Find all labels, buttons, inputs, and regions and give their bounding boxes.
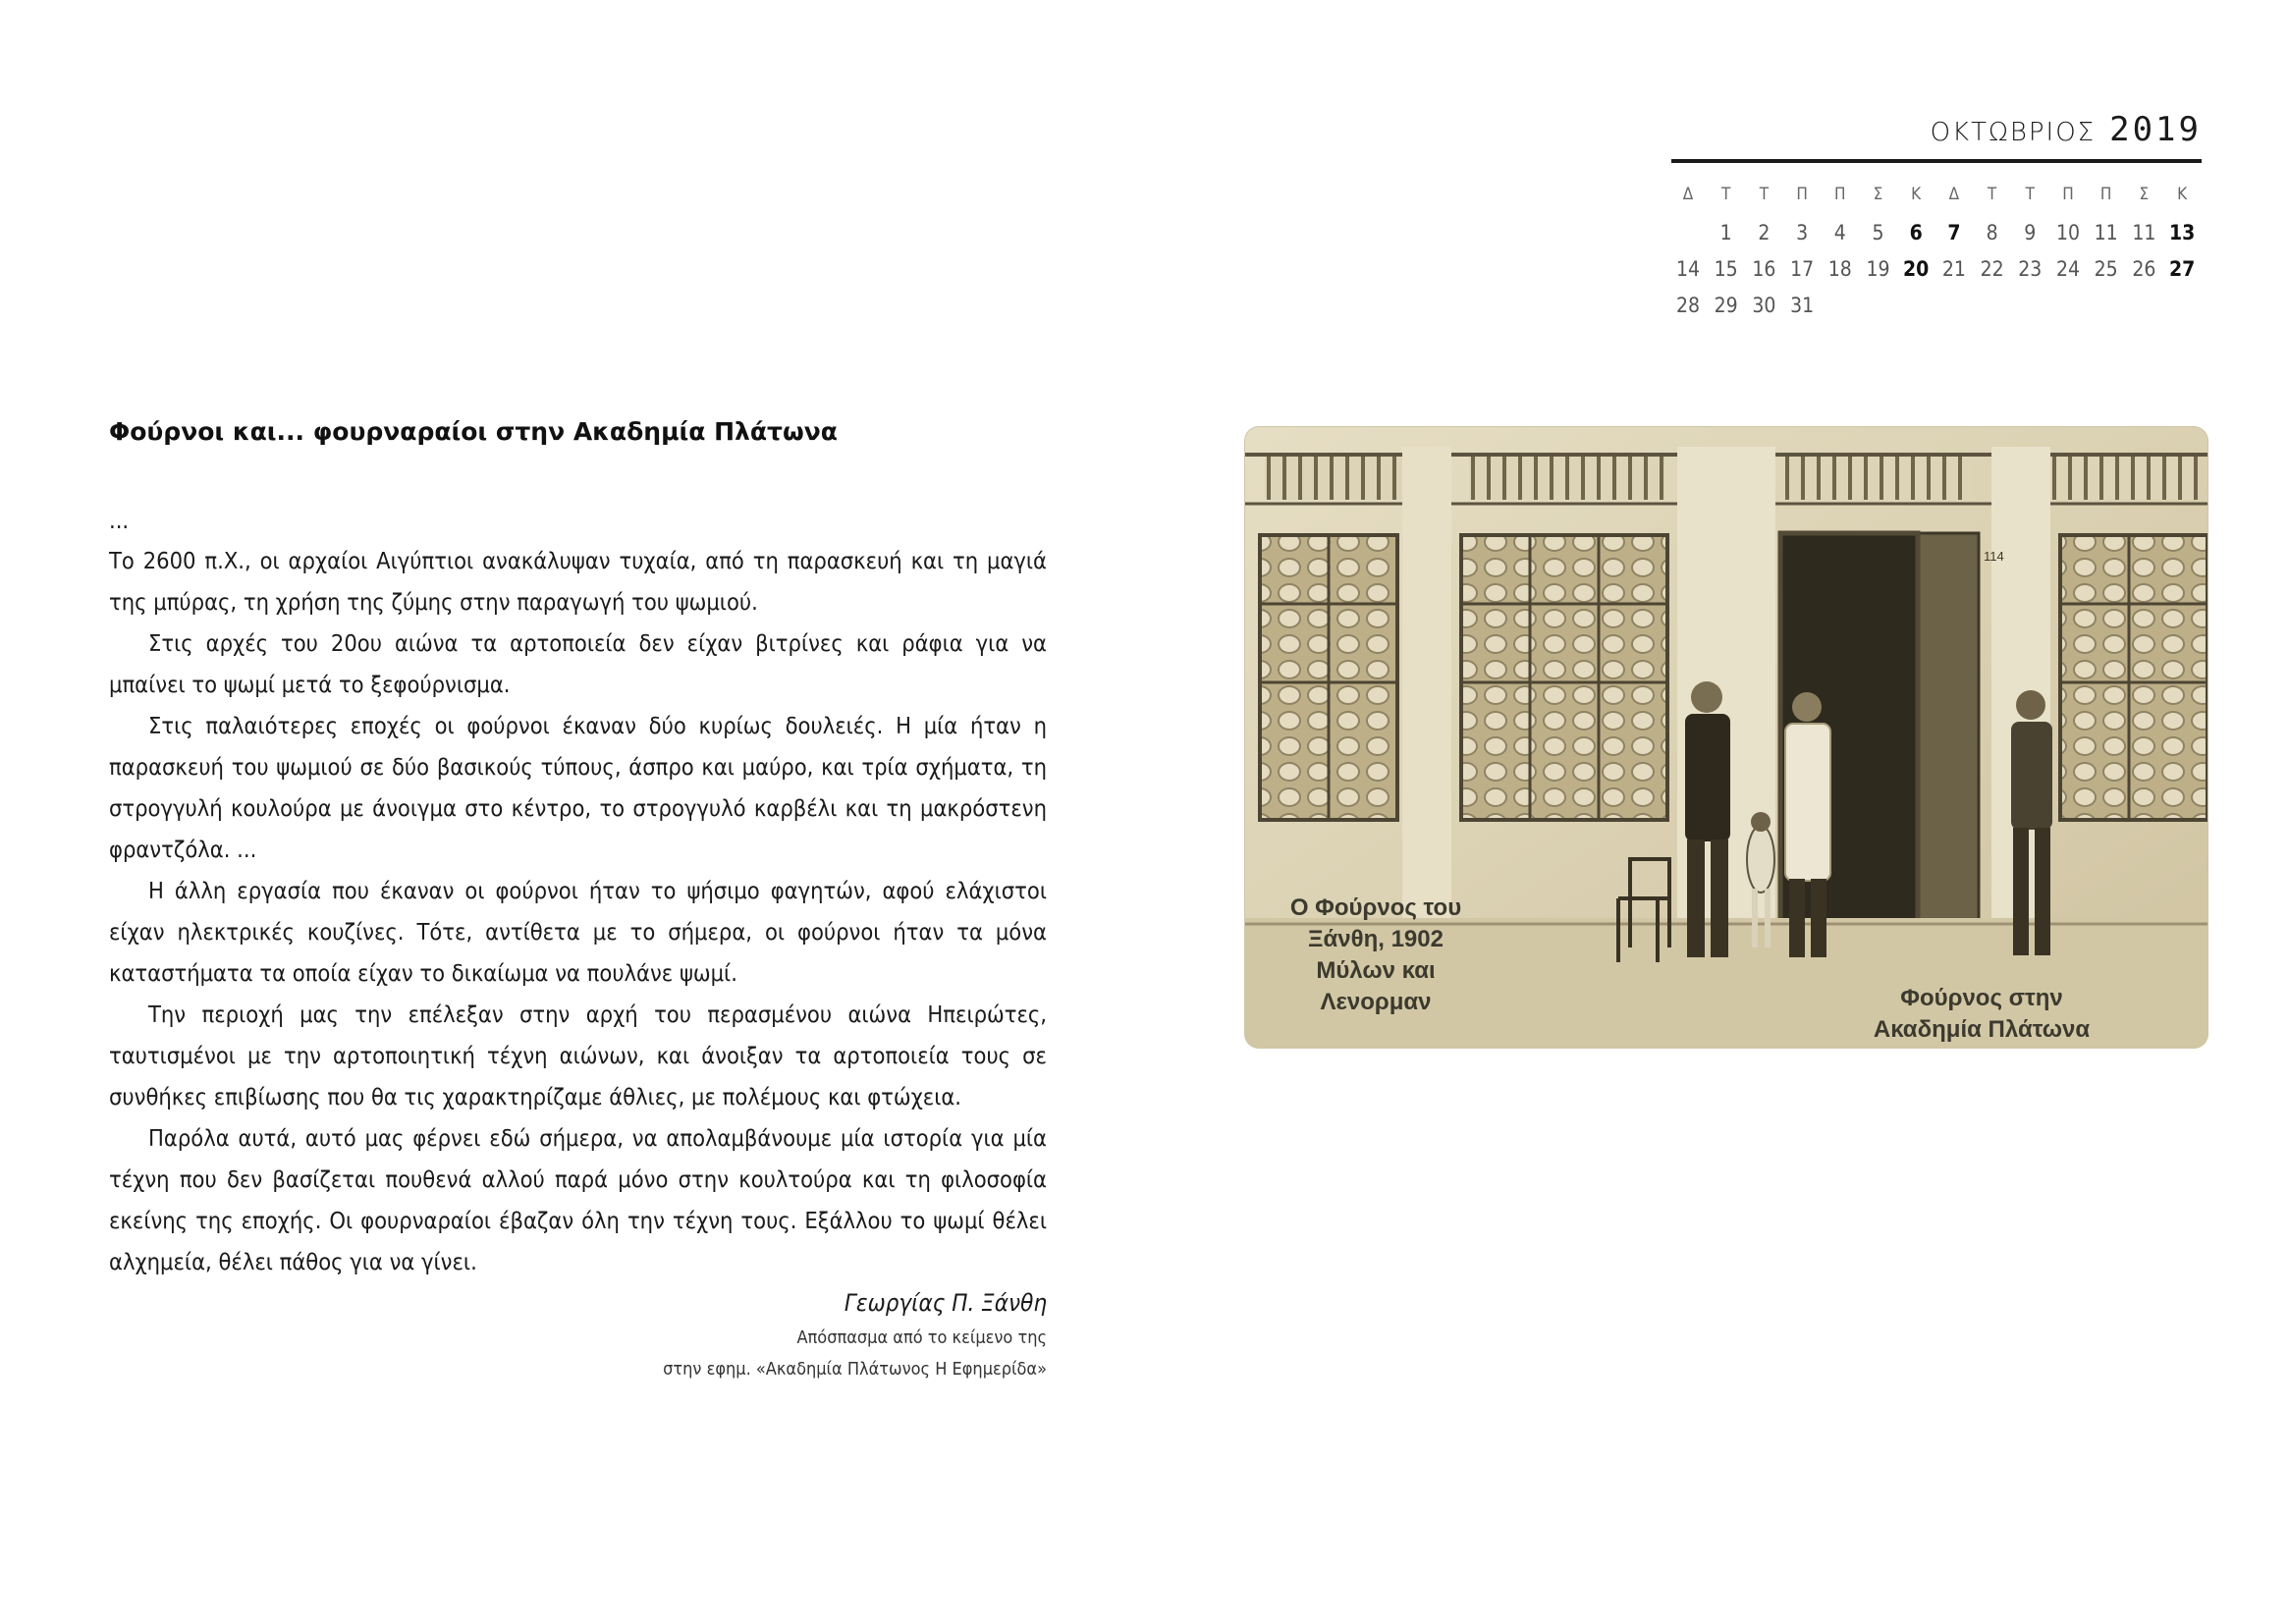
calendar-week-row xyxy=(1671,221,2202,257)
calendar-day: 16 xyxy=(1752,257,1776,281)
calendar-header xyxy=(1671,110,2202,163)
leading-ellipsis: ... xyxy=(109,507,130,534)
source-note-line1: Απόσπασμα από το κείμενο της xyxy=(796,1327,1047,1348)
balcony-rail xyxy=(1785,457,1972,500)
calendar-day: 9 xyxy=(2024,221,2037,244)
author-name: Γεωργίας Π. Ξάνθη xyxy=(844,1289,1047,1317)
calendar-week-row xyxy=(1671,294,2202,330)
historic-bakery-photo xyxy=(1245,427,2207,1048)
calendar-weekday: Π xyxy=(2062,185,2074,204)
calendar-weekday: Τ xyxy=(1987,185,1997,204)
calendar-weekday: Σ xyxy=(1873,185,1883,204)
paragraph: Το 2600 π.Χ., οι αρχαίοι Αιγύπτιοι ανακάλυψαν τυχαία, από τη παρασκευή και τη μαγιά της μπύρας, τη χρήση της ζύμης στην παραγωγή του ψωμιού. xyxy=(109,547,1047,616)
calendar-day: 8 xyxy=(1986,221,1998,244)
calendar-day: 25 xyxy=(2094,257,2118,281)
paragraph: Στις παλαιότερες εποχές οι φούρνοι έκαναν δύο κυρίως δουλειές. Η μία ήταν η παρασκευή του ψωμιού σε δύο βασικούς τύπους, άσπρο και μαύρο, και τρία σχήματα, τη στρογγυλή κουλούρα με άνοιγμα στο κέντρο, το στρογγυλό καρβέλι και τη μακρόστενη φραντζόλα. ... xyxy=(109,712,1047,863)
calendar-day: 14 xyxy=(1675,257,1701,281)
calendar-day: 30 xyxy=(1752,294,1776,317)
calendar-day: 6 xyxy=(1909,221,1923,244)
calendar-day: 13 xyxy=(2168,221,2196,244)
calendar-day: 1 xyxy=(1719,221,1732,244)
paragraph: Η άλλη εργασία που έκαναν οι φούρνοι ήταν το ψήσιμο φαγητών, αφού ελάχιστοι είχαν ηλεκτρικές κουζίνες. Τότε, αντίθετα με το σήμερα, οι φούρνοι ήταν τα μόνα καταστήματα τα οποία είχαν το δικαίωμα να πουλάνε ψωμί. xyxy=(109,877,1047,987)
signature-block xyxy=(663,1283,1047,1385)
calendar-day: 29 xyxy=(1714,294,1738,317)
paragraph: Στις αρχές του 20ου αιώνα τα αρτοποιεία δεν είχαν βιτρίνες και ράφια για να μπαίνει το ψωμί μετά το ξεφούρνισμα. xyxy=(109,629,1047,698)
paragraph: Παρόλα αυτά, αυτό μας φέρνει εδώ σήμερα, να απολαμβάνουμε μία ιστορία για μία τέχνη που δεν βασίζεται πουθενά αλλού παρά μόνο στην κουλτούρα και τη φιλοσοφία εκείνης της εποχής. Οι φουρναραίοι έβαζαν όλη την τέχνη τους. Εξάλλου το ψωμί θέλει αλχημεία, θέλει πάθος για να γίνει. xyxy=(109,1124,1047,1275)
calendar-day: 5 xyxy=(1872,221,1884,244)
calendar-day: 2 xyxy=(1758,221,1771,244)
calendar-day: 3 xyxy=(1796,221,1809,244)
calendar-day: 15 xyxy=(1714,257,1738,281)
calendar-day: 28 xyxy=(1675,294,1701,317)
photo-caption-right: Φούρνος στην Ακαδημία Πλάτωνα xyxy=(1873,985,2091,1043)
calendar-weekday: Δ xyxy=(1948,185,1960,204)
calendar-weekday: Τ xyxy=(1759,185,1770,204)
balcony-rail xyxy=(1265,457,1402,500)
door-number: 114 xyxy=(1984,549,2004,564)
calendar-day: 7 xyxy=(1947,221,1961,244)
calendar-month: ΟΚΤΩΒΡΙΟΣ xyxy=(1930,118,2097,147)
calendar-day: 26 xyxy=(2132,257,2156,281)
calendar-week-row xyxy=(1671,257,2202,294)
balcony-rail xyxy=(2050,457,2198,500)
calendar-weekday: Δ xyxy=(1682,185,1694,204)
article-title: Φούρνοι και... φουρναραίοι στην Ακαδημία Πλάτωνα xyxy=(109,417,838,446)
calendar-day: 4 xyxy=(1833,221,1846,244)
calendar-day: 23 xyxy=(2018,257,2043,281)
source-note-line2: στην εφημ. «Ακαδημία Πλάτωνος Η Εφημερίδα» xyxy=(663,1359,1047,1380)
calendar-day: 27 xyxy=(2168,257,2196,281)
calendar-day: 31 xyxy=(1790,294,1815,317)
calendar-weekday: Τ xyxy=(1721,185,1731,204)
calendar-grid xyxy=(1671,185,2202,330)
calendar-weekday: Κ xyxy=(2177,185,2188,204)
shop-window xyxy=(2060,535,2207,820)
calendar-day: 22 xyxy=(1980,257,2004,281)
calendar-weekday: Π xyxy=(1796,185,1808,204)
shop-window xyxy=(1461,535,1667,820)
calendar-day: 20 xyxy=(1903,257,1930,281)
calendar-day: 11 xyxy=(2132,221,2156,244)
balcony-rail xyxy=(1469,457,1665,500)
calendar-weekday: Τ xyxy=(2025,185,2035,204)
paragraph: Την περιοχή μας την επέλεξαν στην αρχή του περασμένου αιώνα Ηπειρώτες, ταυτισμένοι με την αρτοποιητική τέχνη αιώνων, και άνοιξαν τα αρτοποιεία τους σε συνθήκες επιβίωσης που θα τις χαρακτηρίζαμε άθλιες, με πολέμους και φτώχεια. xyxy=(109,1001,1047,1110)
article-body xyxy=(109,501,1047,1282)
calendar-year: 2019 xyxy=(2109,110,2202,149)
calendar-weekday: Π xyxy=(1834,185,1846,204)
calendar-day: 18 xyxy=(1827,257,1852,281)
calendar-day: 17 xyxy=(1790,257,1815,281)
calendar-weekday: Π xyxy=(2099,185,2112,204)
calendar-weekday: Σ xyxy=(2139,185,2150,204)
calendar-day: 24 xyxy=(2055,257,2081,281)
calendar-day: 21 xyxy=(1941,257,1966,281)
photo-caption-left: Ο Φούρνος του Ξάνθη, 1902 Μύλων και Λενορμαν xyxy=(1289,894,1462,1015)
calendar-day: 11 xyxy=(2094,221,2118,244)
calendar-weekday-row xyxy=(1671,185,2202,221)
calendar-day: 19 xyxy=(1866,257,1890,281)
calendar-day: 10 xyxy=(2055,221,2081,244)
calendar-weekday: Κ xyxy=(1911,185,1922,204)
